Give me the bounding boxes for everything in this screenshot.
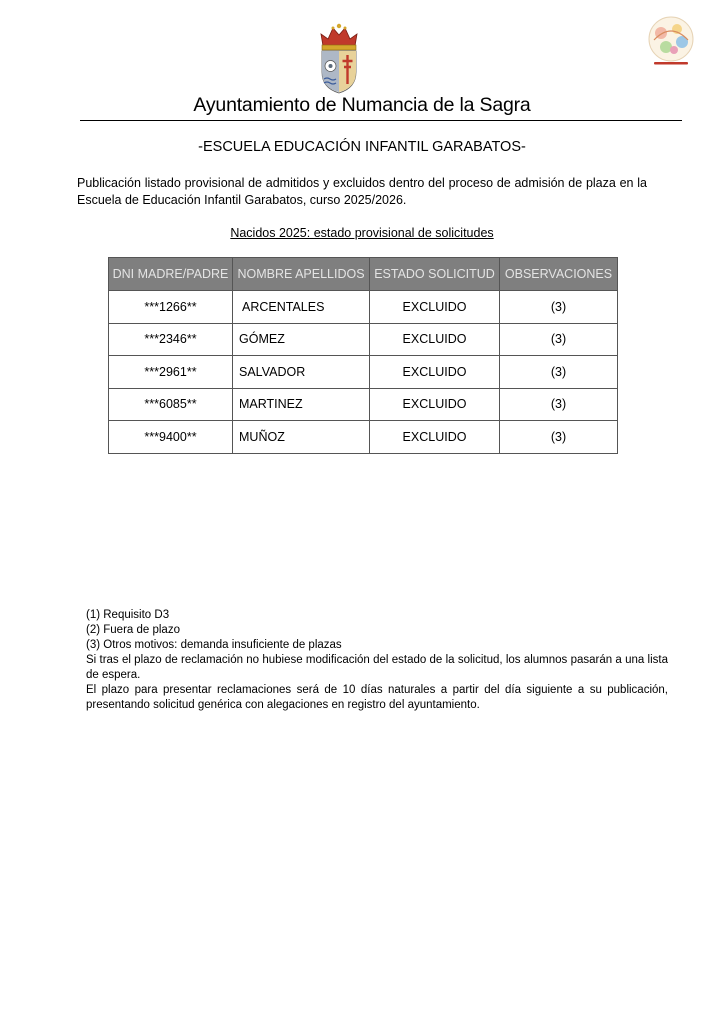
column-header-name: NOMBRE APELLIDOS	[233, 258, 370, 291]
name-text: MUÑOZ	[239, 429, 285, 444]
column-header-status: ESTADO SOLICITUD	[370, 258, 500, 291]
footnote-1: (1) Requisito D3	[86, 609, 170, 621]
footnote-3: (3) Otros motivos: demanda insuficiente de plazas	[86, 639, 342, 651]
name-cell	[233, 421, 370, 454]
intro-paragraph: Publicación listado provisional de admitidos y excluidos dentro del proceso de admisión de plaza en la Escuela de Educación Infantil Garabatos, curso 2025/2026.	[77, 176, 647, 207]
status-cell: EXCLUIDO	[370, 291, 500, 324]
status-cell: EXCLUIDO	[370, 388, 500, 421]
name-cell	[233, 388, 370, 421]
table-row	[109, 291, 618, 324]
school-name-heading: -ESCUELA EDUCACIÓN INFANTIL GARABATOS-	[198, 139, 526, 155]
status-cell: EXCLUIDO	[370, 323, 500, 356]
status-cell: EXCLUIDO	[370, 356, 500, 389]
name-cell	[233, 323, 370, 356]
observations-cell: (3)	[500, 388, 618, 421]
table-caption: Nacidos 2025: estado provisional de solicitudes	[230, 226, 494, 240]
observations-cell: (3)	[500, 323, 618, 356]
footnote-2: (2) Fuera de plazo	[86, 624, 180, 636]
name-cell	[233, 291, 370, 324]
dni-cell: ***9400**	[109, 421, 233, 454]
name-cell	[233, 356, 370, 389]
footnotes	[86, 608, 668, 713]
table-row	[109, 421, 618, 454]
observations-cell: (3)	[500, 356, 618, 389]
status-cell: EXCLUIDO	[370, 421, 500, 454]
table-row	[109, 388, 618, 421]
table-row	[109, 356, 618, 389]
dni-cell: ***2346**	[109, 323, 233, 356]
school-logo-icon	[644, 14, 698, 68]
name-text: SALVADOR	[239, 364, 306, 379]
claims-deadline-note: El plazo para presentar reclamaciones será de 10 días naturales a partir del día siguiente a su publicación, presentando solicitud genérica con alegaciones en registro del ayuntamiento.	[86, 684, 668, 711]
name-text: ARCENTALES	[242, 299, 325, 314]
name-text: MARTINEZ	[239, 397, 303, 412]
dni-cell: ***6085**	[109, 388, 233, 421]
applications-table	[108, 257, 618, 454]
column-header-dni: DNI MADRE/PADRE	[109, 258, 233, 291]
dni-cell: ***2961**	[109, 356, 233, 389]
dni-cell: ***1266**	[109, 291, 233, 324]
municipality-title: Ayuntamiento de Numancia de la Sagra	[193, 94, 531, 116]
waiting-list-note: Si tras el plazo de reclamación no hubiese modificación del estado de la solicitud, los alumnos pasarán a una lista de espera.	[86, 654, 668, 681]
header-divider	[80, 120, 682, 121]
table-row	[109, 323, 618, 356]
column-header-observations: OBSERVACIONES	[500, 258, 618, 291]
observations-cell: (3)	[500, 291, 618, 324]
observations-cell: (3)	[500, 421, 618, 454]
coat-of-arms-icon	[318, 22, 360, 94]
table-header-row	[109, 258, 618, 291]
name-text: GÓMEZ	[239, 332, 285, 347]
